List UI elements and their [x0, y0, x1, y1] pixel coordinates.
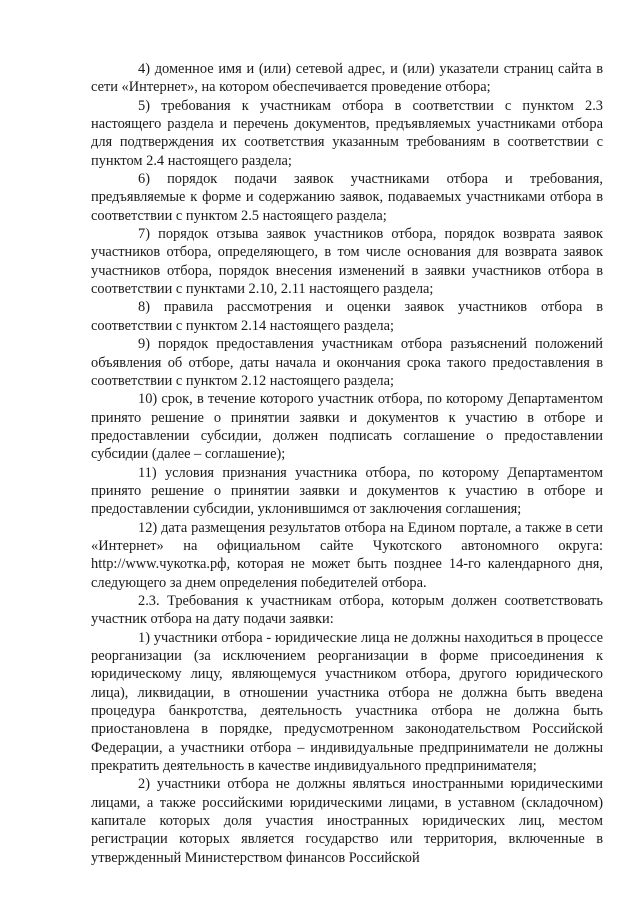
paragraph-item-12: 12) дата размещения результатов отбора на Едином портале, а также в сети «Интернет» на официальном сайте Чукотского автономного округа: http://www.чукотка.рф, которая не может быть позднее 14-го календарного дня, следующего за днем определения победителей отбора.: [91, 519, 603, 591]
paragraph-item-4: 4) доменное имя и (или) сетевой адрес, и (или) указатели страниц сайта в сети «Интернет», на котором обеспечивается проведение отбора;: [91, 61, 603, 96]
paragraph-item-7: 7) порядок отзыва заявок участников отбора, порядок возврата заявок участников отбора, определяющего, в том числе основания для возврата заявок участников отбора, порядок внесения изменений в заявки участников отбора в соответствии с пунктами 2.10, 2.11 настоящего раздела;: [91, 226, 603, 298]
paragraph-item-11: 11) условия признания участника отбора, по которому Департаментом принято решение о принятии заявки и документов к участию в отборе и предоставлении субсидии, уклонившимся от заключения соглашения;: [91, 464, 603, 518]
paragraph-item-5: 5) требования к участникам отбора в соответствии с пунктом 2.3 настоящего раздела и перечень документов, предъявляемых участниками отбора для подтверждения их соответствия указанным требованиям в соответствии с пунктом 2.4 настоящего раздела;: [91, 97, 603, 169]
requirement-item-1: 1) участники отбора - юридические лица не должны находиться в процессе реорганизации (за исключением реорганизации в форме присоединения к юридическому лицу, являющемуся участником отбора, другого юридического лица), ликвидации, в отношении участника отбора не должна быть введена процедура банкротства, деятельность участника отбора не должна быть приостановлена в порядке, предусмотренном законодательством Российской Федерации, а участники отбора – индивидуальные предприниматели не должны прекратить деятельность в качестве индивидуального предпринимателя;: [91, 629, 603, 775]
document-body: [91, 60, 603, 867]
paragraph-item-6: 6) порядок подачи заявок участниками отбора и требования, предъявляемые к форме и содержанию заявок, подаваемых участниками отбора в соответствии с пунктом 2.5 настоящего раздела;: [91, 171, 603, 224]
paragraph-item-9: 9) порядок предоставления участникам отбора разъяснений положений объявления об отборе, даты начала и окончания срока такого предоставления в соответствии с пунктом 2.12 настоящего раздела;: [91, 336, 603, 389]
paragraph-item-8: 8) правила рассмотрения и оценки заявок участников отбора в соответствии с пунктом 2.14 настоящего раздела;: [91, 299, 603, 334]
requirement-item-2: 2) участники отбора не должны являться иностранными юридическими лицами, а также российскими юридическими лицами, в уставном (складочном) капитале которых доля участия иностранных юридических лиц, местом регистрации которых является государство или территория, включенные в утвержденный Министерством финансов Российской: [91, 776, 603, 866]
section-2-3-heading: 2.3. Требования к участникам отбора, которым должен соответствовать участник отбора на дату подачи заявки:: [91, 592, 603, 628]
paragraph-item-10: 10) срок, в течение которого участник отбора, по которому Департаментом принято решение о принятии заявки и документов к участию в отборе и предоставлении субсидии, должен подписать соглашение о предоставлении субсидии (далее – соглашение);: [91, 391, 603, 463]
